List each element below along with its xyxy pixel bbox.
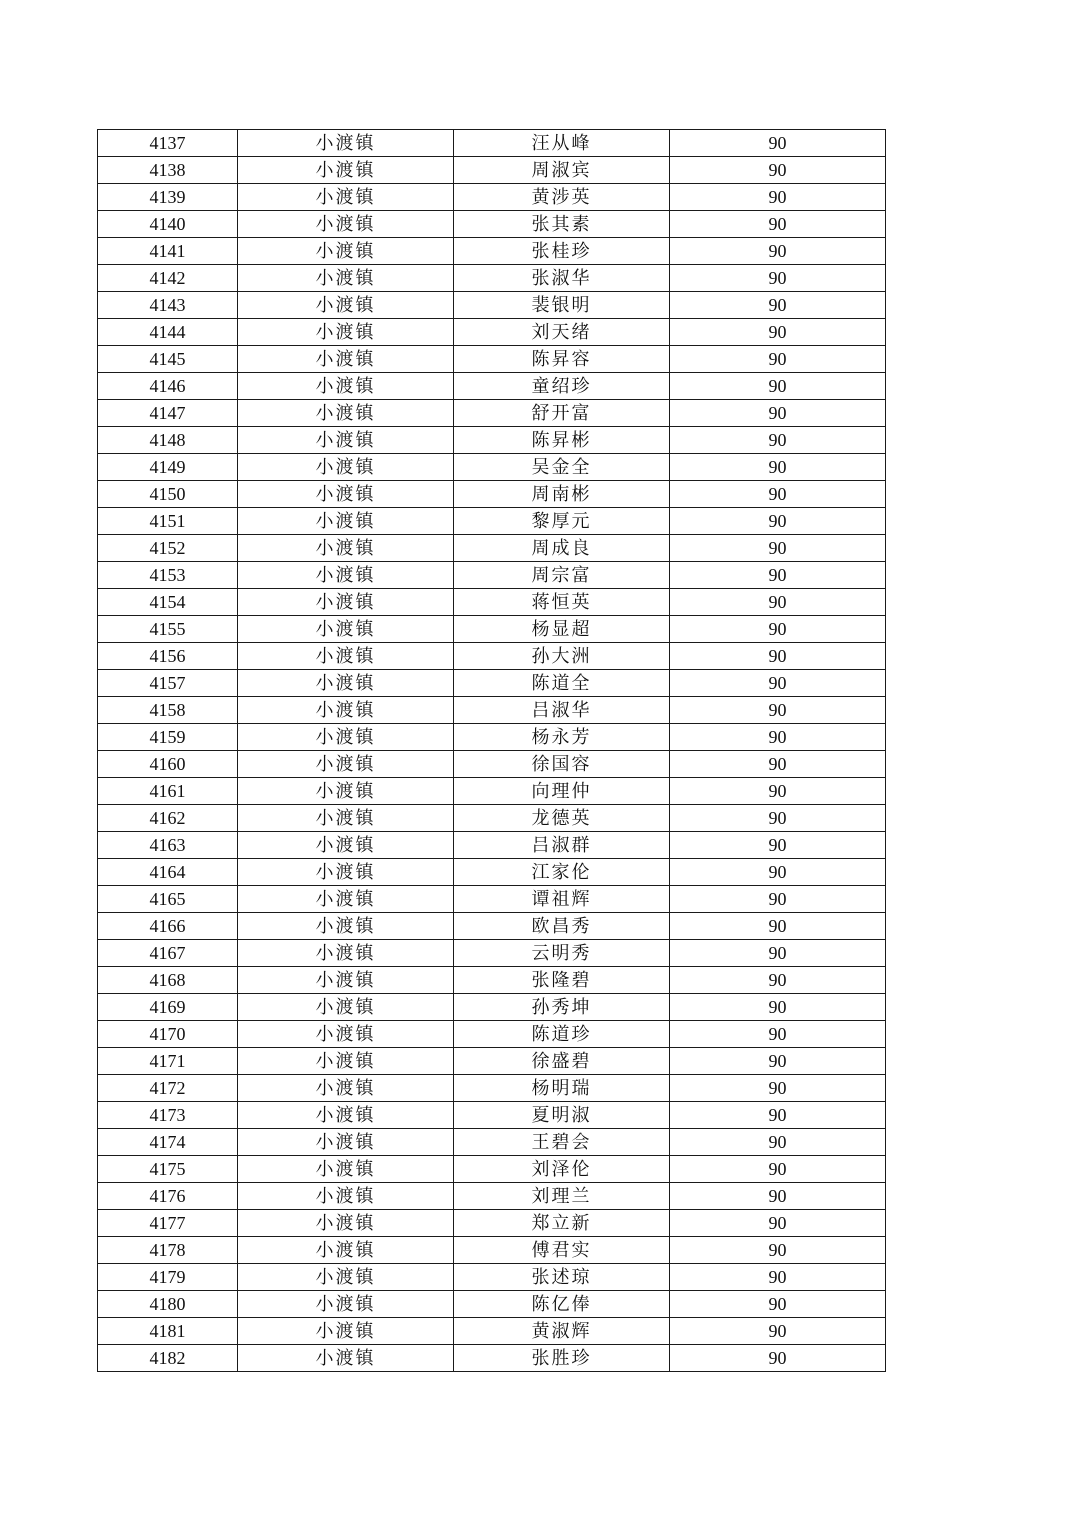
table-row: [98, 589, 886, 616]
amount-cell: 90: [670, 1075, 886, 1102]
row-number-cell: 4139: [98, 184, 238, 211]
town-cell: 小渡镇: [238, 616, 454, 643]
town-cell: 小渡镇: [238, 805, 454, 832]
amount-cell: 90: [670, 697, 886, 724]
town-cell: 小渡镇: [238, 643, 454, 670]
amount-cell: 90: [670, 1129, 886, 1156]
amount-cell: 90: [670, 211, 886, 238]
table-row: [98, 643, 886, 670]
person-name-cell: 徐盛碧: [454, 1048, 670, 1075]
amount-cell: 90: [670, 967, 886, 994]
town-cell: 小渡镇: [238, 184, 454, 211]
table-row: [98, 967, 886, 994]
town-cell: 小渡镇: [238, 481, 454, 508]
table-row: [98, 427, 886, 454]
town-cell: 小渡镇: [238, 427, 454, 454]
table-row: [98, 562, 886, 589]
town-cell: 小渡镇: [238, 724, 454, 751]
amount-cell: 90: [670, 400, 886, 427]
row-number-cell: 4165: [98, 886, 238, 913]
row-number-cell: 4160: [98, 751, 238, 778]
town-cell: 小渡镇: [238, 913, 454, 940]
person-name-cell: 黄涉英: [454, 184, 670, 211]
amount-cell: 90: [670, 913, 886, 940]
amount-cell: 90: [670, 1102, 886, 1129]
row-number-cell: 4168: [98, 967, 238, 994]
amount-cell: 90: [670, 535, 886, 562]
town-cell: 小渡镇: [238, 211, 454, 238]
table-row: [98, 778, 886, 805]
town-cell: 小渡镇: [238, 1237, 454, 1264]
person-name-cell: 张桂珍: [454, 238, 670, 265]
subsidy-table: [97, 129, 886, 1372]
person-name-cell: 舒开富: [454, 400, 670, 427]
amount-cell: 90: [670, 562, 886, 589]
person-name-cell: 刘理兰: [454, 1183, 670, 1210]
amount-cell: 90: [670, 940, 886, 967]
person-name-cell: 龙德英: [454, 805, 670, 832]
town-cell: 小渡镇: [238, 1048, 454, 1075]
amount-cell: 90: [670, 778, 886, 805]
person-name-cell: 徐国容: [454, 751, 670, 778]
table-row: [98, 1210, 886, 1237]
town-cell: 小渡镇: [238, 886, 454, 913]
amount-cell: 90: [670, 346, 886, 373]
town-cell: 小渡镇: [238, 265, 454, 292]
town-cell: 小渡镇: [238, 1183, 454, 1210]
row-number-cell: 4138: [98, 157, 238, 184]
table-row: [98, 400, 886, 427]
table-row: [98, 1021, 886, 1048]
row-number-cell: 4144: [98, 319, 238, 346]
table-row: [98, 292, 886, 319]
person-name-cell: 裴银明: [454, 292, 670, 319]
person-name-cell: 张胜珍: [454, 1345, 670, 1372]
town-cell: 小渡镇: [238, 130, 454, 157]
row-number-cell: 4174: [98, 1129, 238, 1156]
row-number-cell: 4148: [98, 427, 238, 454]
person-name-cell: 夏明淑: [454, 1102, 670, 1129]
town-cell: 小渡镇: [238, 1021, 454, 1048]
person-name-cell: 张淑华: [454, 265, 670, 292]
amount-cell: 90: [670, 886, 886, 913]
town-cell: 小渡镇: [238, 373, 454, 400]
row-number-cell: 4149: [98, 454, 238, 481]
row-number-cell: 4141: [98, 238, 238, 265]
row-number-cell: 4176: [98, 1183, 238, 1210]
town-cell: 小渡镇: [238, 157, 454, 184]
person-name-cell: 郑立新: [454, 1210, 670, 1237]
table-row: [98, 805, 886, 832]
amount-cell: 90: [670, 643, 886, 670]
person-name-cell: 张述琼: [454, 1264, 670, 1291]
table-row: [98, 319, 886, 346]
amount-cell: 90: [670, 373, 886, 400]
amount-cell: 90: [670, 1183, 886, 1210]
amount-cell: 90: [670, 238, 886, 265]
town-cell: 小渡镇: [238, 1345, 454, 1372]
person-name-cell: 傅君实: [454, 1237, 670, 1264]
amount-cell: 90: [670, 265, 886, 292]
amount-cell: 90: [670, 1318, 886, 1345]
table-row: [98, 1291, 886, 1318]
person-name-cell: 周南彬: [454, 481, 670, 508]
amount-cell: 90: [670, 1048, 886, 1075]
amount-cell: 90: [670, 454, 886, 481]
row-number-cell: 4180: [98, 1291, 238, 1318]
table-row: [98, 994, 886, 1021]
town-cell: 小渡镇: [238, 778, 454, 805]
amount-cell: 90: [670, 670, 886, 697]
row-number-cell: 4153: [98, 562, 238, 589]
table-row: [98, 346, 886, 373]
row-number-cell: 4170: [98, 1021, 238, 1048]
row-number-cell: 4162: [98, 805, 238, 832]
town-cell: 小渡镇: [238, 751, 454, 778]
table-body: [98, 130, 886, 1372]
person-name-cell: 童绍珍: [454, 373, 670, 400]
person-name-cell: 周宗富: [454, 562, 670, 589]
table-row: [98, 940, 886, 967]
town-cell: 小渡镇: [238, 1264, 454, 1291]
amount-cell: 90: [670, 859, 886, 886]
table-row: [98, 832, 886, 859]
table-row: [98, 697, 886, 724]
town-cell: 小渡镇: [238, 454, 454, 481]
row-number-cell: 4157: [98, 670, 238, 697]
person-name-cell: 周淑宾: [454, 157, 670, 184]
row-number-cell: 4166: [98, 913, 238, 940]
town-cell: 小渡镇: [238, 508, 454, 535]
amount-cell: 90: [670, 616, 886, 643]
row-number-cell: 4155: [98, 616, 238, 643]
town-cell: 小渡镇: [238, 292, 454, 319]
row-number-cell: 4140: [98, 211, 238, 238]
row-number-cell: 4150: [98, 481, 238, 508]
amount-cell: 90: [670, 1291, 886, 1318]
row-number-cell: 4147: [98, 400, 238, 427]
table-row: [98, 373, 886, 400]
table-row: [98, 481, 886, 508]
table-row: [98, 751, 886, 778]
person-name-cell: 陈昇容: [454, 346, 670, 373]
town-cell: 小渡镇: [238, 1075, 454, 1102]
amount-cell: 90: [670, 1156, 886, 1183]
row-number-cell: 4151: [98, 508, 238, 535]
person-name-cell: 王碧会: [454, 1129, 670, 1156]
table-row: [98, 130, 886, 157]
row-number-cell: 4146: [98, 373, 238, 400]
row-number-cell: 4177: [98, 1210, 238, 1237]
table-row: [98, 535, 886, 562]
person-name-cell: 云明秀: [454, 940, 670, 967]
person-name-cell: 吕淑群: [454, 832, 670, 859]
person-name-cell: 周成良: [454, 535, 670, 562]
table-row: [98, 616, 886, 643]
town-cell: 小渡镇: [238, 1156, 454, 1183]
person-name-cell: 江家伦: [454, 859, 670, 886]
row-number-cell: 4179: [98, 1264, 238, 1291]
row-number-cell: 4169: [98, 994, 238, 1021]
person-name-cell: 杨永芳: [454, 724, 670, 751]
amount-cell: 90: [670, 589, 886, 616]
amount-cell: 90: [670, 994, 886, 1021]
amount-cell: 90: [670, 1210, 886, 1237]
table-row: [98, 1129, 886, 1156]
person-name-cell: 陈昇彬: [454, 427, 670, 454]
person-name-cell: 张其素: [454, 211, 670, 238]
person-name-cell: 黄淑辉: [454, 1318, 670, 1345]
town-cell: 小渡镇: [238, 562, 454, 589]
person-name-cell: 陈道珍: [454, 1021, 670, 1048]
table-row: [98, 670, 886, 697]
town-cell: 小渡镇: [238, 238, 454, 265]
amount-cell: 90: [670, 1264, 886, 1291]
person-name-cell: 刘天绪: [454, 319, 670, 346]
town-cell: 小渡镇: [238, 859, 454, 886]
person-name-cell: 汪从峰: [454, 130, 670, 157]
town-cell: 小渡镇: [238, 400, 454, 427]
amount-cell: 90: [670, 1345, 886, 1372]
table-row: [98, 211, 886, 238]
town-cell: 小渡镇: [238, 1102, 454, 1129]
row-number-cell: 4158: [98, 697, 238, 724]
person-name-cell: 陈道全: [454, 670, 670, 697]
amount-cell: 90: [670, 157, 886, 184]
town-cell: 小渡镇: [238, 994, 454, 1021]
row-number-cell: 4167: [98, 940, 238, 967]
table-row: [98, 184, 886, 211]
town-cell: 小渡镇: [238, 319, 454, 346]
row-number-cell: 4182: [98, 1345, 238, 1372]
person-name-cell: 欧昌秀: [454, 913, 670, 940]
amount-cell: 90: [670, 751, 886, 778]
amount-cell: 90: [670, 481, 886, 508]
row-number-cell: 4175: [98, 1156, 238, 1183]
table-row: [98, 1102, 886, 1129]
amount-cell: 90: [670, 130, 886, 157]
amount-cell: 90: [670, 184, 886, 211]
row-number-cell: 4178: [98, 1237, 238, 1264]
table-row: [98, 454, 886, 481]
person-name-cell: 杨明瑞: [454, 1075, 670, 1102]
amount-cell: 90: [670, 319, 886, 346]
person-name-cell: 蒋恒英: [454, 589, 670, 616]
table-row: [98, 1318, 886, 1345]
person-name-cell: 黎厚元: [454, 508, 670, 535]
table-row: [98, 1156, 886, 1183]
table-row: [98, 1345, 886, 1372]
town-cell: 小渡镇: [238, 1291, 454, 1318]
row-number-cell: 4142: [98, 265, 238, 292]
person-name-cell: 吴金全: [454, 454, 670, 481]
town-cell: 小渡镇: [238, 1210, 454, 1237]
person-name-cell: 孙大洲: [454, 643, 670, 670]
table-row: [98, 1075, 886, 1102]
amount-cell: 90: [670, 427, 886, 454]
row-number-cell: 4145: [98, 346, 238, 373]
row-number-cell: 4171: [98, 1048, 238, 1075]
table-row: [98, 859, 886, 886]
town-cell: 小渡镇: [238, 940, 454, 967]
row-number-cell: 4181: [98, 1318, 238, 1345]
table-row: [98, 913, 886, 940]
town-cell: 小渡镇: [238, 346, 454, 373]
row-number-cell: 4137: [98, 130, 238, 157]
person-name-cell: 向理仲: [454, 778, 670, 805]
row-number-cell: 4163: [98, 832, 238, 859]
person-name-cell: 杨显超: [454, 616, 670, 643]
row-number-cell: 4164: [98, 859, 238, 886]
person-name-cell: 孙秀坤: [454, 994, 670, 1021]
person-name-cell: 张隆碧: [454, 967, 670, 994]
amount-cell: 90: [670, 1021, 886, 1048]
table-row: [98, 265, 886, 292]
row-number-cell: 4161: [98, 778, 238, 805]
table-row: [98, 1264, 886, 1291]
town-cell: 小渡镇: [238, 1318, 454, 1345]
town-cell: 小渡镇: [238, 697, 454, 724]
amount-cell: 90: [670, 724, 886, 751]
town-cell: 小渡镇: [238, 1129, 454, 1156]
amount-cell: 90: [670, 508, 886, 535]
person-name-cell: 吕淑华: [454, 697, 670, 724]
table-row: [98, 238, 886, 265]
town-cell: 小渡镇: [238, 670, 454, 697]
person-name-cell: 刘泽伦: [454, 1156, 670, 1183]
amount-cell: 90: [670, 1237, 886, 1264]
amount-cell: 90: [670, 292, 886, 319]
town-cell: 小渡镇: [238, 535, 454, 562]
row-number-cell: 4156: [98, 643, 238, 670]
table-row: [98, 1048, 886, 1075]
table-row: [98, 157, 886, 184]
row-number-cell: 4159: [98, 724, 238, 751]
amount-cell: 90: [670, 805, 886, 832]
row-number-cell: 4154: [98, 589, 238, 616]
town-cell: 小渡镇: [238, 589, 454, 616]
person-name-cell: 陈亿俸: [454, 1291, 670, 1318]
row-number-cell: 4143: [98, 292, 238, 319]
row-number-cell: 4173: [98, 1102, 238, 1129]
amount-cell: 90: [670, 832, 886, 859]
person-name-cell: 谭祖辉: [454, 886, 670, 913]
table-row: [98, 1237, 886, 1264]
row-number-cell: 4172: [98, 1075, 238, 1102]
table-row: [98, 724, 886, 751]
town-cell: 小渡镇: [238, 832, 454, 859]
town-cell: 小渡镇: [238, 967, 454, 994]
table-row: [98, 1183, 886, 1210]
table-row: [98, 886, 886, 913]
table-row: [98, 508, 886, 535]
row-number-cell: 4152: [98, 535, 238, 562]
